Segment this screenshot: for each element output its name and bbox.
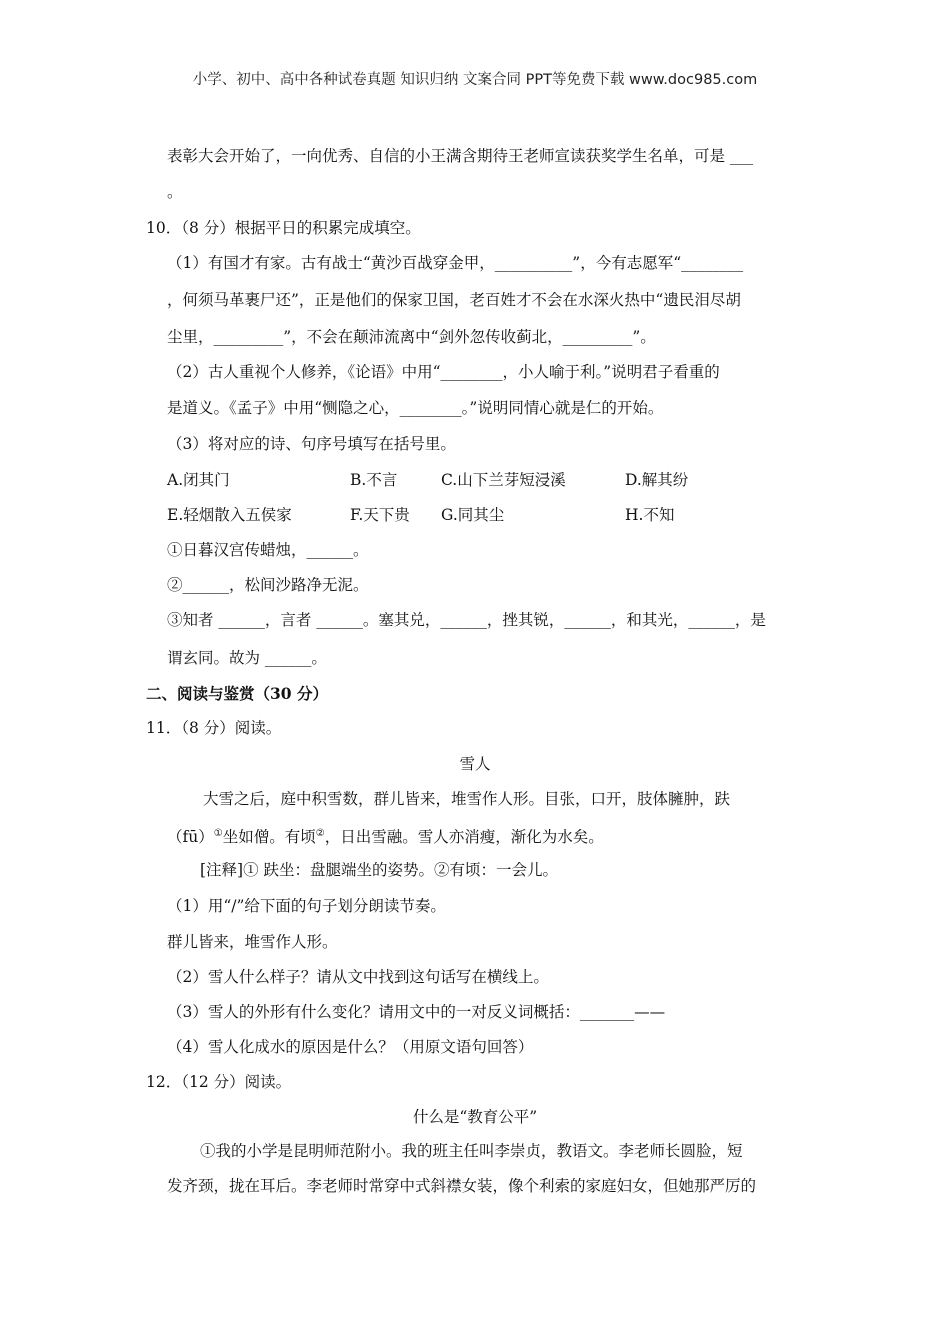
option-b: B.不言: [350, 471, 398, 489]
text-line: ②______，松间沙路净无泥。: [167, 576, 369, 594]
passage-line: [167, 824, 604, 847]
option-h: H.不知: [625, 506, 675, 524]
text-line: 。: [167, 183, 183, 201]
text-line: （1）用“/”给下面的句子划分朗读节奏。: [167, 897, 446, 915]
text-line: ①日暮汉宫传蜡烛，______。: [167, 541, 369, 559]
text-line: 尘里，_________”，不会在颠沛流离中“剑外忽传收蓟北，_________”。: [167, 328, 656, 346]
text-line: （2）古人重视个人修养，《论语》中用“________，小人喻于利。”说明君子看重的: [167, 363, 720, 381]
annotation: [注释]① 趺坐：盘腿端坐的姿势。②有顷：一会儿。: [200, 861, 559, 879]
option-e: E.轻烟散入五侯家: [167, 506, 292, 524]
option-g: G.同其尘: [441, 506, 505, 524]
question-12-title: 12．（12 分）阅读。: [146, 1073, 292, 1091]
option-f: F.天下贵: [350, 506, 410, 524]
footnote-marker: ①: [213, 828, 223, 839]
footnote-marker: ②: [315, 828, 325, 839]
page-header: 小学、初中、高中各种试卷真题 知识归纳 文案合同 PPT等免费下载 www.doc985.com: [192, 72, 758, 88]
passage-line: ①我的小学是昆明师范附小。我的班主任叫李崇贞，教语文。李老师长圆脸，短: [200, 1142, 743, 1160]
passage-title: 雪人: [459, 755, 491, 773]
text-line: 谓玄同。故为 ______。: [167, 649, 327, 667]
text-line: 群儿皆来，堆雪作人形。: [167, 933, 338, 951]
option-c: C.山下兰芽短浸溪: [441, 471, 566, 489]
section-heading: 二、阅读与鉴赏（30 分）: [146, 684, 328, 703]
text-line: （3）雪人的外形有什么变化？请用文中的一对反义词概括：_______——: [167, 1003, 666, 1021]
text-line: 是道义。《孟子》中用“恻隐之心，________。”说明同情心就是仁的开始。: [167, 399, 664, 417]
pinyin: （fū）: [167, 828, 214, 847]
option-d: D.解其纷: [625, 471, 689, 489]
passage-text: ，日出雪融。雪人亦消瘦，渐化为水矣。: [324, 828, 604, 847]
text-line: （1）有国才有家。古有战士“黄沙百战穿金甲，__________”，今有志愿军“________: [167, 254, 744, 272]
option-a: A.闭其门: [167, 471, 230, 489]
text-line: ，何须马革裹尸还”，正是他们的保家卫国，老百姓才不会在水深火热中“遗民泪尽胡: [167, 291, 741, 309]
text-line: （3）将对应的诗、句序号填写在括号里。: [167, 435, 456, 453]
question-10-title: 10．（8 分）根据平日的积累完成填空。: [146, 219, 421, 237]
question-11-title: 11．（8 分）阅读。: [146, 719, 282, 737]
text-line: （2）雪人什么样子？请从文中找到这句话写在横线上。: [167, 968, 549, 986]
text-line: 表彰大会开始了，一向优秀、自信的小王满含期待王老师宣读获奖学生名单，可是 ___: [167, 147, 754, 165]
passage-line: 大雪之后，庭中积雪数，群儿皆来，堆雪作人形。目张，口开，肢体臃肿，趺: [203, 790, 731, 808]
passage-text: 坐如僧。有顷: [222, 828, 316, 847]
passage-title: 什么是“教育公平”: [412, 1108, 538, 1126]
text-line: （4）雪人化成水的原因是什么？（用原文语句回答）: [167, 1038, 534, 1056]
passage-line: 发齐颈，拢在耳后。李老师时常穿中式斜襟女装，像个利索的家庭妇女，但她那严厉的: [167, 1177, 757, 1195]
text-line: ③知者 ______，言者 ______。塞其兑，______，挫其锐，______，和其光，______，是: [167, 611, 766, 629]
